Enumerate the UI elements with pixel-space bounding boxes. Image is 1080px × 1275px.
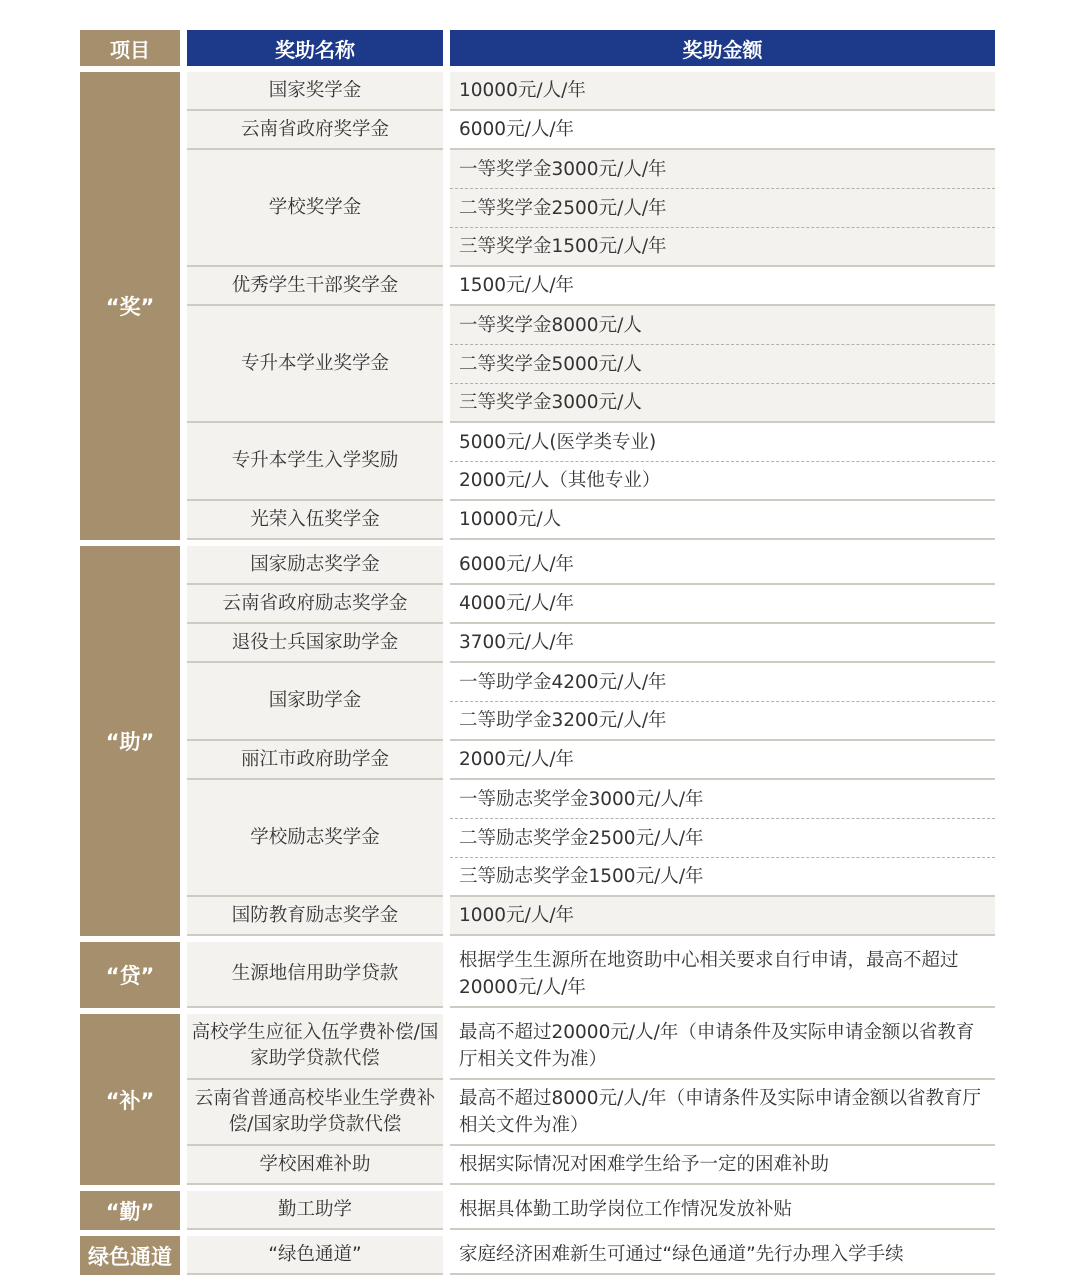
award-name: 优秀学生干部奖学金: [187, 267, 443, 306]
award-amount: 1500元/人/年: [450, 267, 995, 306]
category-label: “助”: [80, 546, 180, 936]
header-award-amount: 奖助金额: [450, 30, 995, 66]
scholarship-table: [80, 30, 995, 1269]
award-amount: 二等奖学金5000元/人: [450, 345, 995, 384]
award-amount: 根据实际情况对困难学生给予一定的困难补助: [450, 1146, 995, 1185]
category-label: “奖”: [80, 72, 180, 540]
award-amount: 最高不超过8000元/人/年（申请条件及实际申请金额以省教育厅相关文件为准）: [450, 1080, 995, 1146]
award-amount: 根据学生生源所在地资助中心相关要求自行申请，最高不超过20000元/人/年: [450, 942, 995, 1008]
award-amount: 4000元/人/年: [450, 585, 995, 624]
award-amount: 2000元/人/年: [450, 741, 995, 780]
award-amount: 家庭经济困难新生可通过“绿色通道”先行办理入学手续: [450, 1236, 995, 1275]
header-award-name: 奖助名称: [187, 30, 443, 66]
award-amount: 一等奖学金8000元/人: [450, 306, 995, 345]
award-amount: 三等奖学金3000元/人: [450, 384, 995, 423]
award-amount: 一等奖学金3000元/人/年: [450, 150, 995, 189]
award-name: 光荣入伍奖学金: [187, 501, 443, 540]
award-name: 云南省普通高校毕业生学费补偿/国家助学贷款代偿: [187, 1080, 443, 1146]
award-name: “绿色通道”: [187, 1236, 443, 1275]
award-name: 国家奖学金: [187, 72, 443, 111]
award-name: 学校困难补助: [187, 1146, 443, 1185]
award-name: 云南省政府奖学金: [187, 111, 443, 150]
award-amount: 最高不超过20000元/人/年（申请条件及实际申请金额以省教育厅相关文件为准）: [450, 1014, 995, 1080]
award-amount: 2000元/人（其他专业）: [450, 462, 995, 501]
award-amount: 三等励志奖学金1500元/人/年: [450, 858, 995, 897]
award-name: 丽江市政府助学金: [187, 741, 443, 780]
award-name: 学校励志奖学金: [187, 780, 443, 897]
award-amount: 6000元/人/年: [450, 546, 995, 585]
header-item: 项目: [80, 30, 180, 66]
award-amount: 5000元/人(医学类专业): [450, 423, 995, 462]
category-label: “补”: [80, 1014, 180, 1185]
award-name: 高校学生应征入伍学费补偿/国家助学贷款代偿: [187, 1014, 443, 1080]
award-name: 国家助学金: [187, 663, 443, 741]
category-label: “贷”: [80, 942, 180, 1008]
award-name: 云南省政府励志奖学金: [187, 585, 443, 624]
award-amount: 三等奖学金1500元/人/年: [450, 228, 995, 267]
award-name: 专升本学生入学奖励: [187, 423, 443, 501]
award-amount: 6000元/人/年: [450, 111, 995, 150]
award-amount: 10000元/人/年: [450, 72, 995, 111]
award-name: 学校奖学金: [187, 150, 443, 267]
award-amount: 根据具体勤工助学岗位工作情况发放补贴: [450, 1191, 995, 1230]
category-label: 绿色通道: [80, 1236, 180, 1275]
award-name: 勤工助学: [187, 1191, 443, 1230]
category-label: “勤”: [80, 1191, 180, 1230]
award-amount: 一等励志奖学金3000元/人/年: [450, 780, 995, 819]
award-name: 专升本学业奖学金: [187, 306, 443, 423]
award-amount: 1000元/人/年: [450, 897, 995, 936]
award-amount: 一等助学金4200元/人/年: [450, 663, 995, 702]
award-amount: 二等奖学金2500元/人/年: [450, 189, 995, 228]
award-amount: 二等励志奖学金2500元/人/年: [450, 819, 995, 858]
award-amount: 二等助学金3200元/人/年: [450, 702, 995, 741]
award-name: 生源地信用助学贷款: [187, 942, 443, 1008]
award-amount: 10000元/人: [450, 501, 995, 540]
award-amount: 3700元/人/年: [450, 624, 995, 663]
award-name: 国防教育励志奖学金: [187, 897, 443, 936]
award-name: 退役士兵国家助学金: [187, 624, 443, 663]
award-name: 国家励志奖学金: [187, 546, 443, 585]
